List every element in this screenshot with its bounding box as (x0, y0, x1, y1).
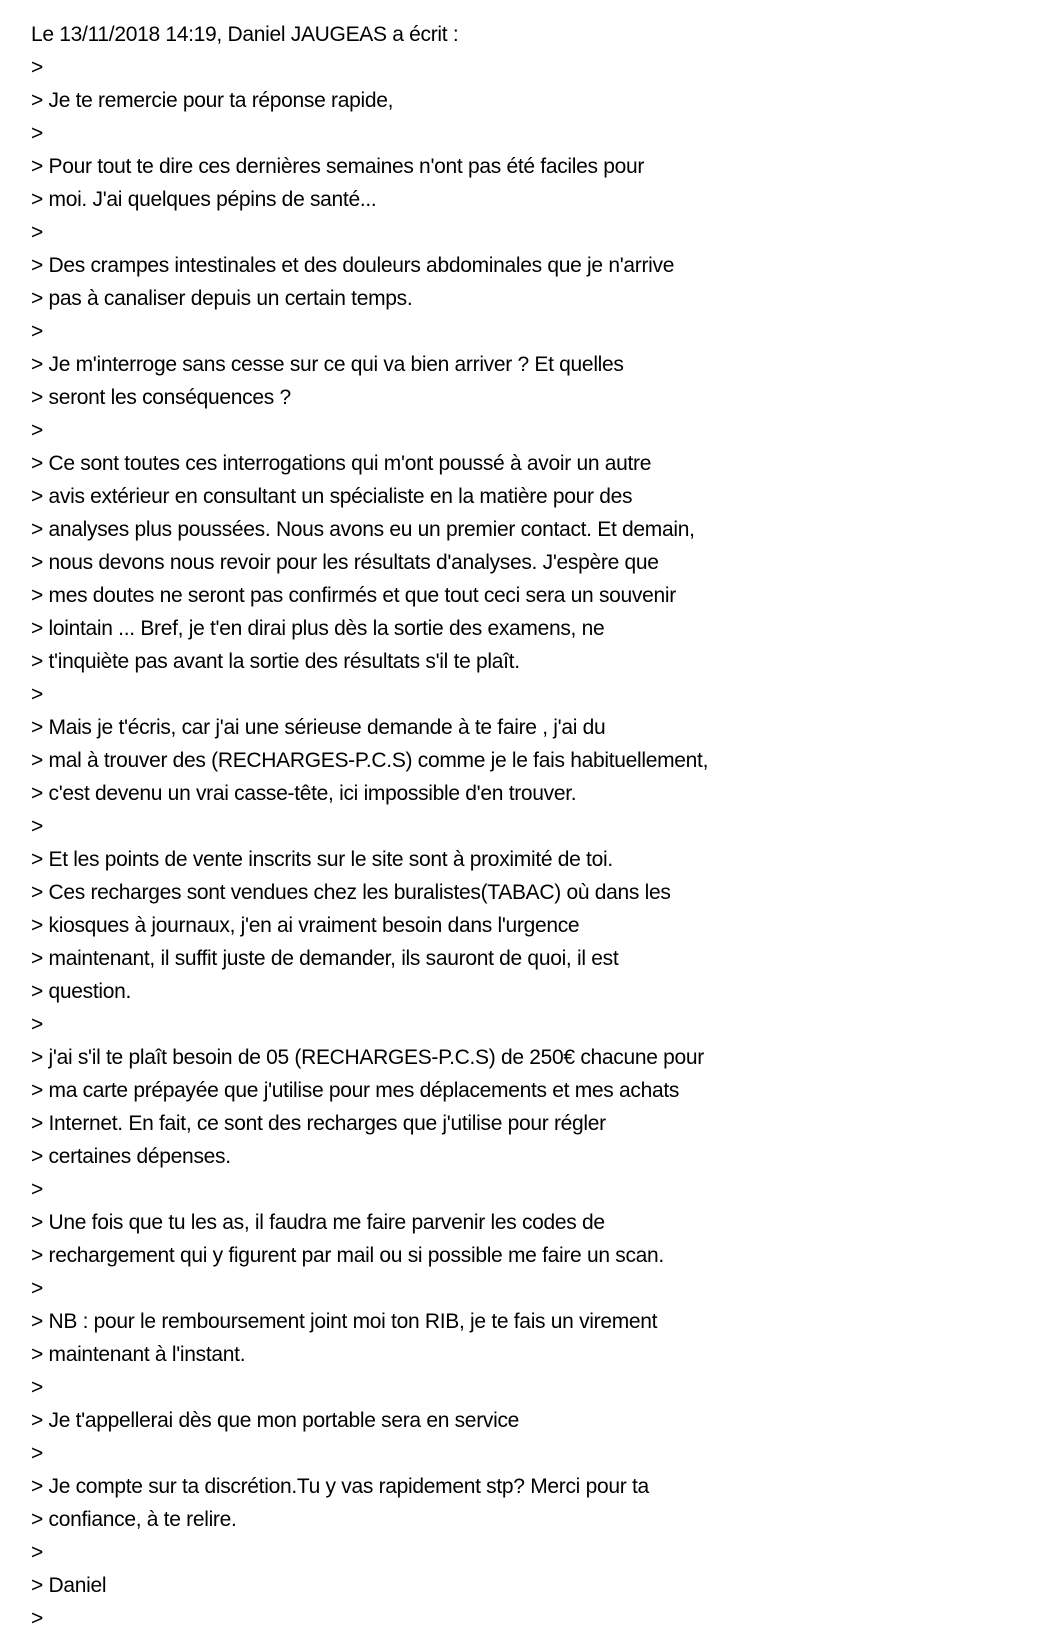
quoted-line: > seront les conséquences ? (31, 386, 291, 409)
quoted-line: > pas à canaliser depuis un certain temps. (31, 287, 413, 310)
quoted-line: > Et les points de vente inscrits sur le site sont à proximité de toi. (31, 848, 613, 871)
quoted-line: > (31, 1013, 43, 1036)
quoted-line: > avis extérieur en consultant un spécialiste en la matière pour des (31, 485, 633, 508)
quoted-line: > mal à trouver des (RECHARGES-P.C.S) comme je le fais habituellement, (31, 749, 709, 772)
quoted-line: > (31, 1277, 43, 1300)
quoted-line: > Je t'appellerai dès que mon portable sera en service (31, 1409, 520, 1432)
quoted-line: > Je m'interroge sans cesse sur ce qui va bien arriver ? Et quelles (31, 353, 624, 376)
quoted-line: > Je te remercie pour ta réponse rapide, (31, 89, 394, 112)
quoted-line: > (31, 815, 43, 838)
quoted-line: > rechargement qui y figurent par mail ou si possible me faire un scan. (31, 1244, 664, 1267)
quoted-line: > confiance, à te relire. (31, 1508, 237, 1531)
quoted-line: > Ce sont toutes ces interrogations qui m'ont poussé à avoir un autre (31, 452, 652, 475)
quoted-line: > Je compte sur ta discrétion.Tu y vas rapidement stp? Merci pour ta (31, 1475, 649, 1498)
quoted-line: > kiosques à journaux, j'en ai vraiment besoin dans l'urgence (31, 914, 580, 937)
quoted-line: > Ces recharges sont vendues chez les buralistes(TABAC) où dans les (31, 881, 671, 904)
quoted-line: > (31, 419, 43, 442)
quoted-line: > Pour tout te dire ces dernières semaines n'ont pas été faciles pour (31, 155, 645, 178)
quoted-line: > (31, 122, 43, 145)
quoted-line: > maintenant à l'instant. (31, 1343, 246, 1366)
quoted-line: > c'est devenu un vrai casse-tête, ici impossible d'en trouver. (31, 782, 577, 805)
quoted-line: > (31, 56, 43, 79)
quoted-line: > (31, 1376, 43, 1399)
quoted-line: > (31, 1178, 43, 1201)
quoted-line: > (31, 1541, 43, 1564)
quoted-line: > j'ai s'il te plaît besoin de 05 (RECHARGES-P.C.S) de 250€ chacune pour (31, 1046, 704, 1069)
quote-attribution-line: Le 13/11/2018 14:19, Daniel JAUGEAS a écrit : (31, 23, 459, 46)
quoted-line: > (31, 1607, 43, 1630)
quoted-line: > t'inquiète pas avant la sortie des résultats s'il te plaît. (31, 650, 520, 673)
quoted-line: > nous devons nous revoir pour les résultats d'analyses. J'espère que (31, 551, 659, 574)
quoted-line: > mes doutes ne seront pas confirmés et que tout ceci sera un souvenir (31, 584, 676, 607)
quoted-line: > NB : pour le remboursement joint moi ton RIB, je te fais un virement (31, 1310, 658, 1333)
quoted-line: > Des crampes intestinales et des douleurs abdominales que je n'arrive (31, 254, 675, 277)
quoted-line: > question. (31, 980, 132, 1003)
quoted-line: > (31, 683, 43, 706)
quoted-line: > ma carte prépayée que j'utilise pour mes déplacements et mes achats (31, 1079, 680, 1102)
quoted-line: > Une fois que tu les as, il faudra me faire parvenir les codes de (31, 1211, 605, 1234)
quoted-line: > Mais je t'écris, car j'ai une sérieuse demande à te faire , j'ai du (31, 716, 606, 739)
quoted-lines-container (31, 51, 1028, 1635)
quoted-line: > Internet. En fait, ce sont des recharges que j'utilise pour régler (31, 1112, 606, 1135)
quoted-line: > certaines dépenses. (31, 1145, 231, 1168)
quoted-line: > (31, 221, 43, 244)
quoted-line: > maintenant, il suffit juste de demander, ils sauront de quoi, il est (31, 947, 619, 970)
quoted-line: > lointain ... Bref, je t'en dirai plus dès la sortie des examens, ne (31, 617, 605, 640)
quoted-line: > (31, 1442, 43, 1465)
quoted-line: > (31, 320, 43, 343)
quoted-line: > moi. J'ai quelques pépins de santé... (31, 188, 377, 211)
quoted-line: > analyses plus poussées. Nous avons eu un premier contact. Et demain, (31, 518, 695, 541)
quoted-line: > Daniel (31, 1574, 107, 1597)
